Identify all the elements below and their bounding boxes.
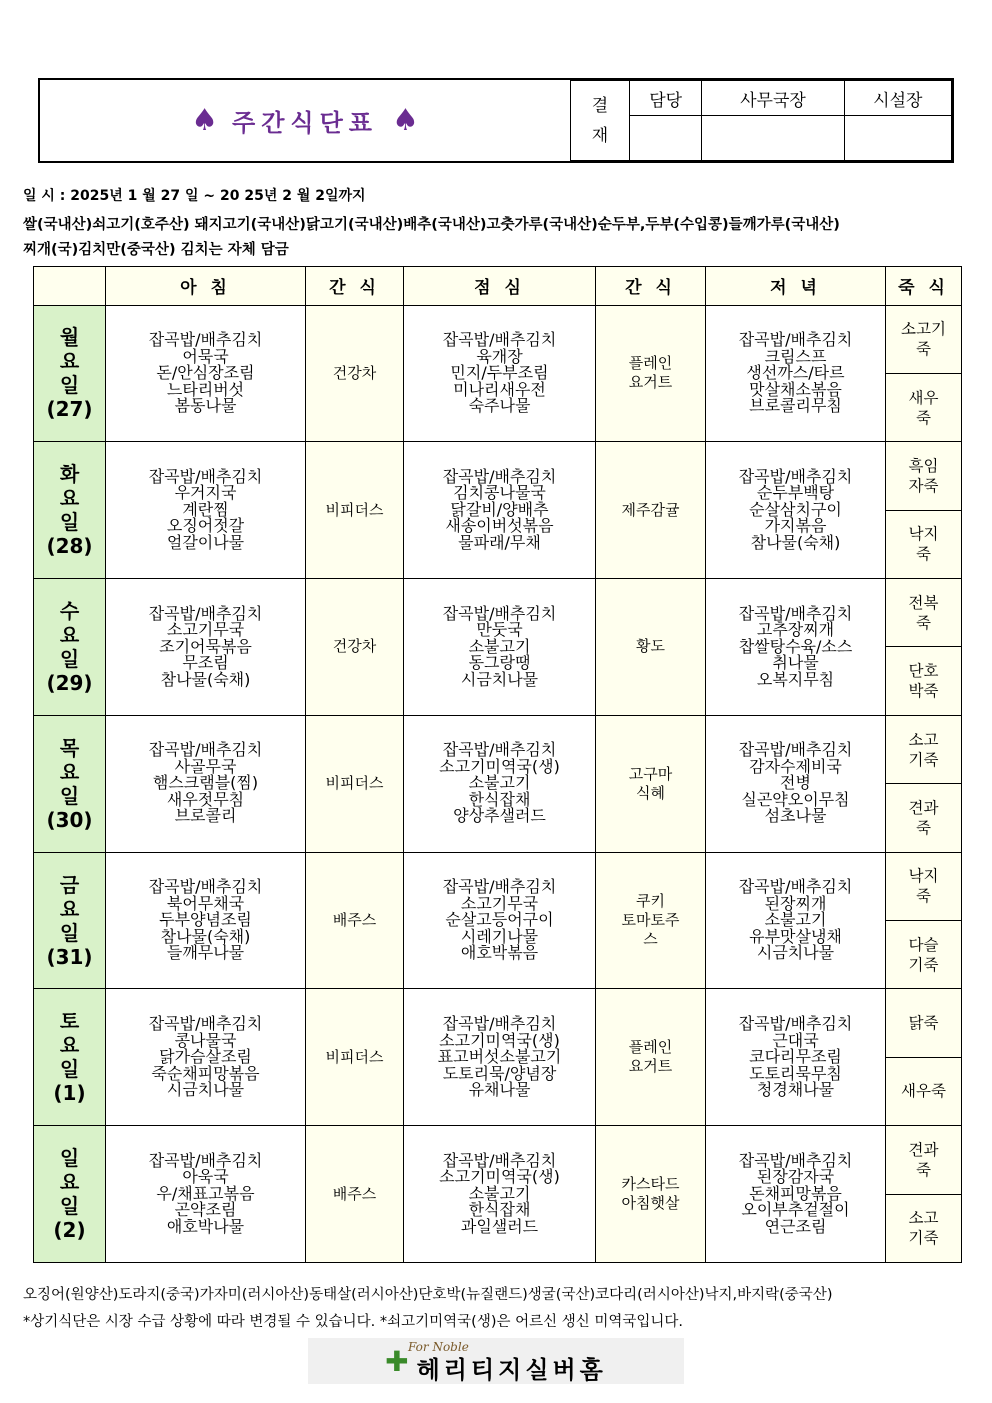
day-row bbox=[34, 442, 962, 510]
porridge-cell bbox=[886, 373, 962, 441]
day-label bbox=[34, 1126, 106, 1263]
porridge-cell bbox=[886, 784, 962, 852]
day-label bbox=[34, 989, 106, 1126]
porridge-cell-text: 다슬 기죽 bbox=[908, 935, 939, 974]
breakfast-cell-text: 잡곡밥/배추김치 우거지국 계란찜 오징어젓갈 얼갈이나물 bbox=[148, 466, 263, 552]
lunch-cell-text: 잡곡밥/배추김치 소고기미역국(생) 소불고기 한식잡채 과일샐러드 bbox=[439, 1150, 560, 1236]
day-label bbox=[34, 305, 106, 442]
porridge-cell bbox=[886, 1194, 962, 1262]
day-row bbox=[34, 305, 962, 373]
snack1-cell-text: 비피더스 bbox=[325, 1047, 384, 1066]
dinner-cell bbox=[706, 852, 886, 989]
col-porridge: 죽 식 bbox=[886, 267, 962, 306]
dinner-cell bbox=[706, 579, 886, 716]
day-row bbox=[34, 715, 962, 783]
day-label bbox=[34, 715, 106, 852]
breakfast-cell bbox=[106, 579, 306, 716]
role-office-director: 사무국장 bbox=[702, 81, 844, 116]
snack1-cell-text: 배주스 bbox=[332, 1184, 377, 1203]
porridge-cell-text: 낙지 죽 bbox=[908, 867, 939, 906]
approval-label: 결 재 bbox=[571, 81, 630, 161]
porridge-cell bbox=[886, 579, 962, 647]
day-label-text: 토 요 일 (1) bbox=[53, 1009, 86, 1106]
porridge-cell-text: 새우 죽 bbox=[908, 388, 939, 427]
title-area bbox=[40, 80, 570, 161]
col-dinner: 저 녁 bbox=[706, 267, 886, 306]
menu-table bbox=[33, 266, 962, 1263]
day-label bbox=[34, 852, 106, 989]
porridge-cell-text: 소고기 죽 bbox=[901, 320, 946, 359]
facility-logo bbox=[308, 1338, 684, 1384]
dinner-cell-text: 잡곡밥/배추김치 된장감자국 돈채피망볶음 오이부추겉절이 연근조림 bbox=[738, 1150, 853, 1236]
footer-origin: 오징어(원양산)도라지(중국)가자미(러시아산)동태살(러시아산)단호박(뉴질랜드)생굴(국산)코다리(러시아산)낙지,바지락(중국산) bbox=[23, 1287, 833, 1303]
role-manager: 담당 bbox=[630, 81, 702, 116]
lunch-cell-text: 잡곡밥/배추김치 소고기미역국(생) 표고버섯소불고기 도토리묵/양념장 유채나물 bbox=[437, 1014, 562, 1100]
snack2-cell-text: 고구마 식혜 bbox=[628, 764, 673, 802]
cross-icon: ✚ bbox=[385, 1344, 409, 1378]
lunch-cell-text: 잡곡밥/배추김치 소고기미역국(생) 소불고기 한식잡채 양상추샐러드 bbox=[439, 740, 560, 826]
breakfast-cell bbox=[106, 442, 306, 579]
logo-tagline: For Noble bbox=[408, 1340, 469, 1354]
signature-box[interactable] bbox=[702, 116, 844, 161]
dinner-cell bbox=[706, 305, 886, 442]
day-label-text: 수 요 일 (29) bbox=[46, 598, 93, 695]
header-row bbox=[34, 267, 962, 306]
col-lunch: 점 심 bbox=[404, 267, 596, 306]
porridge-cell bbox=[886, 989, 962, 1057]
porridge-cell bbox=[886, 510, 962, 578]
porridge-cell bbox=[886, 852, 962, 920]
corner-cell bbox=[34, 267, 106, 306]
breakfast-cell bbox=[106, 715, 306, 852]
lunch-cell bbox=[404, 1126, 596, 1263]
porridge-cell-text: 닭죽 bbox=[908, 1014, 939, 1033]
lunch-cell bbox=[404, 579, 596, 716]
origin-text: 찌개(국)김치만(중국산) 김치는 자체 담금 bbox=[23, 242, 289, 258]
snack2-cell bbox=[596, 852, 706, 989]
breakfast-cell-text: 잡곡밥/배추김치 북어무채국 두부양념조림 참나물(숙채) 들깨무나물 bbox=[148, 877, 263, 963]
dinner-cell bbox=[706, 1126, 886, 1263]
lunch-cell-text: 잡곡밥/배추김치 만둣국 소불고기 동그랑땡 시금치나물 bbox=[442, 603, 557, 689]
porridge-cell-text: 견과 죽 bbox=[908, 1140, 939, 1179]
snack2-cell bbox=[596, 989, 706, 1126]
signature-box[interactable] bbox=[630, 116, 702, 161]
origin-text: 쌀(국내산)쇠고기(호주산) 돼지고기(국내산)닭고기(국내산)배추(국내산)고춧가루(국내산)순두부,두부(수입콩)들깨가루(국내산) bbox=[23, 217, 840, 233]
porridge-cell bbox=[886, 442, 962, 510]
day-row bbox=[34, 989, 962, 1057]
porridge-cell-text: 견과 죽 bbox=[908, 798, 939, 837]
dinner-cell-text: 잡곡밥/배추김치 순두부백탕 순살삼치구이 가지볶음 참나물(숙채) bbox=[738, 466, 853, 552]
lunch-cell-text: 잡곡밥/배추김치 김치콩나물국 닭갈비/양배추 새송이버섯볶음 물파래/무채 bbox=[442, 466, 557, 552]
porridge-cell-text: 소고 기죽 bbox=[908, 1209, 939, 1248]
col-snack1: 간 식 bbox=[306, 267, 404, 306]
porridge-cell-text: 소고 기죽 bbox=[908, 730, 939, 769]
day-label-text: 목 요 일 (30) bbox=[46, 735, 93, 832]
snack2-cell-text: 플레인 요거트 bbox=[628, 354, 673, 392]
porridge-cell bbox=[886, 921, 962, 989]
spade-icon: ♠ bbox=[391, 103, 419, 138]
breakfast-cell bbox=[106, 852, 306, 989]
porridge-cell-text: 새우죽 bbox=[901, 1082, 946, 1101]
snack1-cell-text: 건강차 bbox=[332, 363, 377, 382]
snack2-cell-text: 플레인 요거트 bbox=[628, 1038, 673, 1076]
porridge-cell-text: 흑임 자죽 bbox=[908, 456, 939, 495]
snack1-cell-text: 비피더스 bbox=[325, 500, 384, 519]
porridge-cell bbox=[886, 1057, 962, 1125]
lunch-cell bbox=[404, 852, 596, 989]
dinner-cell-text: 잡곡밥/배추김치 고추장찌개 찹쌀탕수육/소스 취나물 오복지무침 bbox=[738, 603, 853, 689]
snack2-cell-text: 카스타드 아침햇살 bbox=[621, 1175, 680, 1213]
day-label bbox=[34, 442, 106, 579]
porridge-cell bbox=[886, 305, 962, 373]
snack2-cell bbox=[596, 305, 706, 442]
dinner-cell-text: 잡곡밥/배추김치 된장찌개 소불고기 유부맛살냉채 시금치나물 bbox=[738, 877, 853, 963]
header-box bbox=[38, 78, 954, 163]
day-row bbox=[34, 579, 962, 647]
lunch-cell-text: 잡곡밥/배추김치 육개장 민지/두부조림 미나리새우전 숙주나물 bbox=[442, 330, 557, 416]
dinner-cell-text: 잡곡밥/배추김치 근대국 코다리무조림 도토리묵무침 청경채나물 bbox=[738, 1014, 853, 1100]
breakfast-cell-text: 잡곡밥/배추김치 소고기무국 조기어묵볶음 무조림 참나물(숙채) bbox=[148, 603, 263, 689]
breakfast-cell-text: 잡곡밥/배추김치 콩나물국 닭가슴살조림 죽순채피망볶음 시금치나물 bbox=[148, 1014, 263, 1100]
porridge-cell bbox=[886, 647, 962, 715]
snack1-cell bbox=[306, 305, 404, 442]
snack2-cell-text: 쿠키 토마토주 스 bbox=[621, 892, 680, 949]
snack1-cell bbox=[306, 442, 404, 579]
snack2-cell bbox=[596, 715, 706, 852]
snack1-cell-text: 건강차 bbox=[332, 637, 377, 656]
snack2-cell bbox=[596, 442, 706, 579]
lunch-cell bbox=[404, 989, 596, 1126]
dinner-cell bbox=[706, 442, 886, 579]
footer-notice: *상기식단은 시장 수급 상황에 따라 변경될 수 있습니다. *쇠고기미역국(생)은 어르신 생신 미역국입니다. bbox=[23, 1314, 684, 1330]
spade-icon: ♠ bbox=[191, 103, 219, 138]
approval-table bbox=[570, 80, 952, 161]
porridge-cell-text: 단호 박죽 bbox=[908, 662, 939, 701]
period-text: 일 시 : 2025년 1 월 27 일 ~ 20 25년 2 월 2일까지 bbox=[23, 188, 366, 204]
dinner-cell-text: 잡곡밥/배추김치 크림스프 생선까스/타르 맛살채소볶음 브로콜리무침 bbox=[738, 330, 853, 416]
breakfast-cell bbox=[106, 989, 306, 1126]
logo-name: 헤리티지실버홈 bbox=[416, 1355, 607, 1384]
dinner-cell-text: 잡곡밥/배추김치 감자수제비국 전병 실곤약오이무침 섬초나물 bbox=[738, 740, 853, 826]
breakfast-cell bbox=[106, 1126, 306, 1263]
day-row bbox=[34, 1126, 962, 1194]
snack1-cell-text: 배주스 bbox=[332, 911, 377, 930]
dinner-cell bbox=[706, 715, 886, 852]
breakfast-cell bbox=[106, 305, 306, 442]
breakfast-cell-text: 잡곡밥/배추김치 어묵국 돈/안심장조림 느타리버섯 봄동나물 bbox=[148, 330, 263, 416]
col-snack2: 간 식 bbox=[596, 267, 706, 306]
lunch-cell bbox=[404, 715, 596, 852]
day-label-text: 일 요 일 (2) bbox=[53, 1146, 86, 1243]
snack1-cell-text: 비피더스 bbox=[325, 774, 384, 793]
snack1-cell bbox=[306, 579, 404, 716]
snack2-cell bbox=[596, 1126, 706, 1263]
snack2-cell-text: 황도 bbox=[636, 637, 665, 656]
snack2-cell-text: 제주감귤 bbox=[621, 500, 680, 519]
lunch-cell bbox=[404, 305, 596, 442]
page-title: 주간식단표 bbox=[232, 109, 378, 137]
day-row bbox=[34, 852, 962, 920]
dinner-cell bbox=[706, 989, 886, 1126]
lunch-cell-text: 잡곡밥/배추김치 소고기무국 순살고등어구이 시레기나물 애호박볶음 bbox=[442, 877, 557, 963]
day-label-text: 화 요 일 (28) bbox=[46, 462, 93, 559]
day-label-text: 금 요 일 (31) bbox=[46, 872, 93, 969]
snack1-cell bbox=[306, 1126, 404, 1263]
breakfast-cell-text: 잡곡밥/배추김치 사골무국 햄스크램블(찜) 새우젓무침 브로콜리 bbox=[148, 740, 263, 826]
porridge-cell-text: 낙지 죽 bbox=[908, 525, 939, 564]
day-label-text: 월 요 일 (27) bbox=[46, 325, 93, 422]
porridge-cell-text: 전복 죽 bbox=[908, 593, 939, 632]
lunch-cell bbox=[404, 442, 596, 579]
signature-box[interactable] bbox=[844, 116, 951, 161]
porridge-cell bbox=[886, 1126, 962, 1194]
snack1-cell bbox=[306, 715, 404, 852]
breakfast-cell-text: 잡곡밥/배추김치 아욱국 우/채표고볶음 곤약조림 애호박나물 bbox=[148, 1150, 263, 1236]
snack1-cell bbox=[306, 989, 404, 1126]
role-facility-head: 시설장 bbox=[844, 81, 951, 116]
col-breakfast: 아 침 bbox=[106, 267, 306, 306]
day-label bbox=[34, 579, 106, 716]
snack1-cell bbox=[306, 852, 404, 989]
snack2-cell bbox=[596, 579, 706, 716]
porridge-cell bbox=[886, 715, 962, 783]
